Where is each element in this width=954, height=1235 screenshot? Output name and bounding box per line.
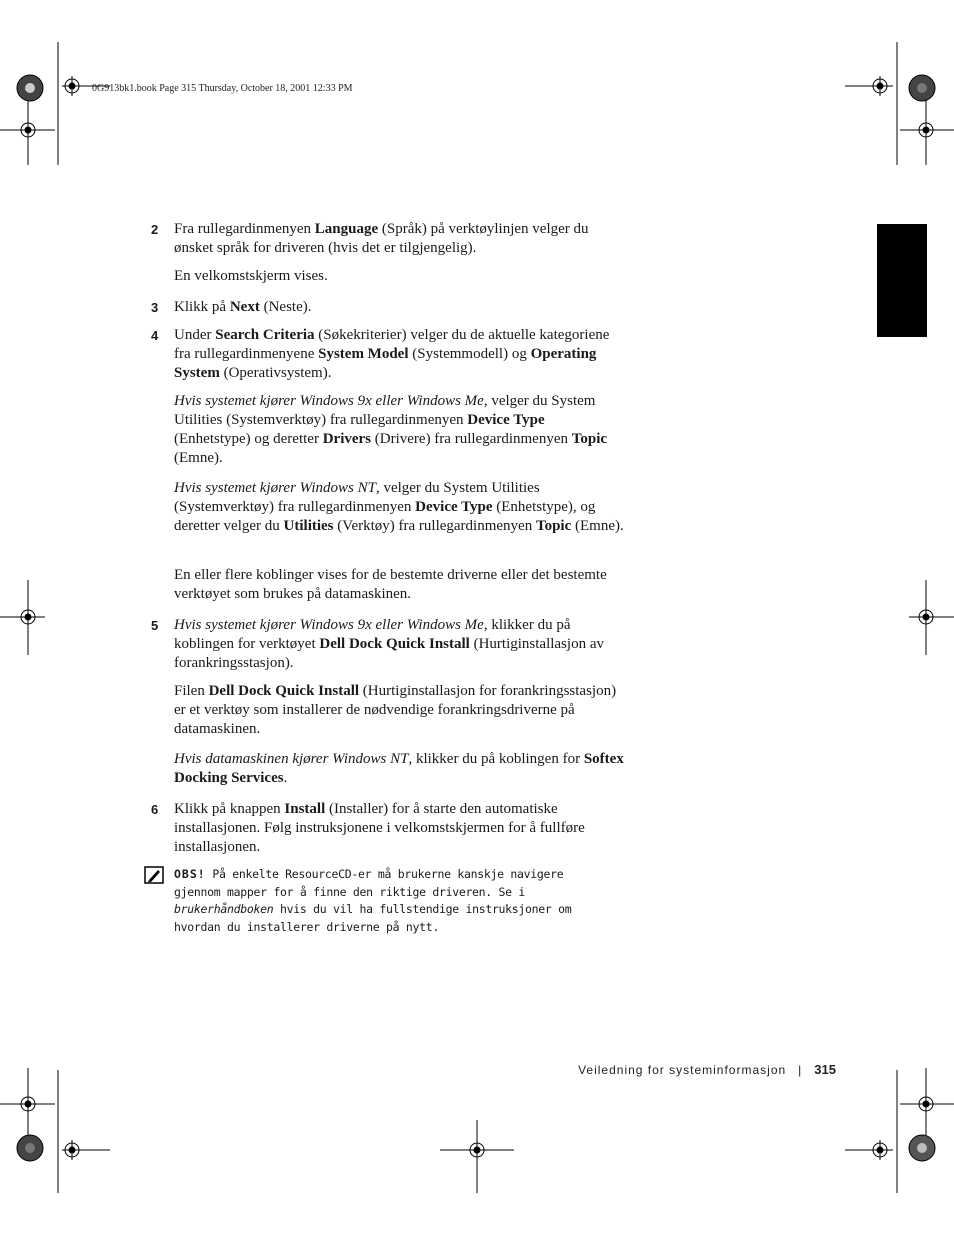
text-run: (Neste).: [259, 299, 312, 315]
text-run: (Søkekriterier) velger du de aktuelle kategoriene fra rullegardinmenyene: [174, 327, 610, 362]
bold-term: Softex Docking Services: [174, 751, 624, 786]
bold-term: Dell Dock Quick Install: [208, 683, 360, 699]
bold-term: Topic: [535, 518, 572, 534]
text-run: Under: [174, 327, 216, 343]
text-run: (Emne).: [571, 518, 624, 534]
italic-phrase: Hvis datamaskinen kjører Windows NT: [174, 751, 409, 767]
registration-target-icon: [916, 607, 936, 627]
bold-term: Operating System: [174, 346, 597, 381]
registration-target-icon: [62, 76, 82, 96]
text-run: På enkelte ResourceCD-er må brukerne kanskje navigere gjennom mapper for å finne den riktige driveren. Se i: [174, 867, 564, 899]
star-target-icon: [17, 75, 43, 101]
text-run: (Hurtiginstallasjon for forankringsstasjon) er et verktøy som installerer de nødvendige forankringsdriverne på datamaskinen.: [174, 683, 617, 737]
text-run: (Operativsystem).: [219, 365, 332, 381]
text-run: (Drivere) fra rullegardinmenyen: [371, 431, 572, 447]
text-run: hvis du vil ha fullstendige instruksjoner om hvordan du installerer driverne på nytt.: [174, 902, 572, 934]
step-number: 3: [151, 300, 159, 315]
bold-term: Install: [284, 801, 326, 817]
step-number: 5: [151, 618, 159, 633]
text-run: , velger du System Utilities (Systemverktøy) fra rullegardinmenyen: [174, 393, 596, 428]
bold-term: Device Type: [415, 499, 493, 515]
bold-term: System Model: [318, 346, 409, 362]
text-run: (Emne).: [174, 450, 223, 466]
bold-term: Device Type: [467, 412, 545, 428]
page-number: 315: [814, 1062, 836, 1077]
text-run: (Systemmodell) og: [408, 346, 531, 362]
text-run: (Enhetstype), og deretter velger du: [174, 499, 596, 534]
star-target-icon: [17, 1135, 43, 1161]
bold-term: Search Criteria: [215, 327, 315, 343]
bold-term: Dell Dock Quick Install: [319, 636, 470, 652]
registration-target-icon: [916, 1094, 936, 1114]
registration-target-icon: [18, 607, 38, 627]
text-run: .: [283, 770, 288, 786]
registration-target-icon: [870, 1140, 890, 1160]
star-target-icon: [909, 1135, 935, 1161]
bold-term: Next: [229, 299, 260, 315]
italic-phrase: brukerhåndboken: [174, 902, 274, 916]
bold-term: Topic: [571, 431, 608, 447]
footer-separator: |: [798, 1063, 803, 1077]
bold-term: Drivers: [322, 431, 372, 447]
text-run: En eller flere koblinger vises for de bestemte driverne eller det bestemte verktøyet som brukes på datamaskinen.: [174, 567, 607, 602]
registration-target-icon: [18, 120, 38, 140]
star-target-icon: [909, 75, 935, 101]
text-run: , klikker du på koblingen for verktøyet: [174, 617, 571, 652]
italic-phrase: Hvis systemet kjører Windows 9x eller Windows Me: [174, 617, 484, 633]
text-run: (Installer) for å starte den automatiske installasjonen. Følg instruksjonene i velkomstskjermen for å fullføre installasjonen.: [174, 801, 585, 855]
text-run: En velkomstskjerm vises.: [174, 268, 328, 284]
footer-section-title: Veiledning for systeminformasjon: [578, 1063, 787, 1077]
registration-target-group: [18, 76, 936, 1160]
text-run: (Hurtiginstallasjon av forankringsstasjon).: [174, 636, 604, 671]
text-run: (Verktøy) fra rullegardinmenyen: [333, 518, 536, 534]
registration-target-icon: [916, 120, 936, 140]
text-run: (Enhetstype) og deretter: [174, 431, 323, 447]
step-number: 2: [151, 222, 159, 237]
italic-phrase: Hvis systemet kjører Windows 9x eller Windows Me: [174, 393, 484, 409]
registration-target-icon: [18, 1094, 38, 1114]
text-run: , klikker du på koblingen for: [408, 751, 584, 767]
text-run: (Språk) på verktøylinjen velger du ønsket språk for driveren (hvis det er tilgjengelig).: [174, 221, 589, 256]
step-number: 6: [151, 802, 159, 817]
registration-target-icon: [62, 1140, 82, 1160]
text-run: Klikk på: [174, 299, 230, 315]
print-header: 0G913bk1.book Page 315 Thursday, October 18, 2001 12:33 PM: [92, 83, 353, 94]
text-run: Fra rullegardinmenyen: [174, 221, 315, 237]
bold-term: Utilities: [283, 518, 334, 534]
registration-target-icon: [870, 76, 890, 96]
text-run: , velger du System Utilities (Systemverktøy) fra rullegardinmenyen: [174, 480, 540, 515]
text-run: Klikk på knappen: [174, 801, 285, 817]
step-number: 4: [151, 328, 159, 343]
bold-term: Language: [314, 221, 379, 237]
note-label: OBS!: [174, 867, 206, 881]
registration-target-icon: [467, 1140, 487, 1160]
italic-phrase: Hvis systemet kjører Windows NT: [174, 480, 376, 496]
color-wheel-group: [17, 75, 935, 1161]
text-run: Filen: [174, 683, 209, 699]
